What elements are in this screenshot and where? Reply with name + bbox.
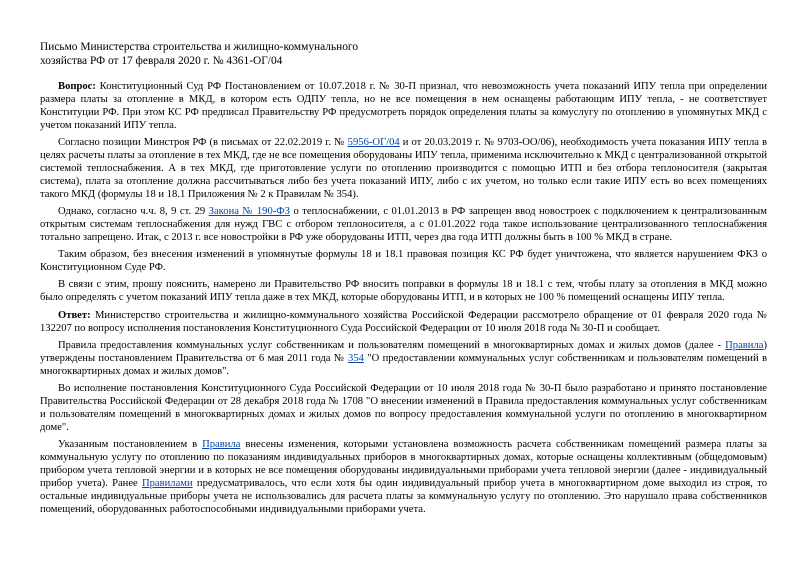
answer-paragraph-4: [40, 438, 767, 516]
document-body: [40, 80, 767, 520]
question-paragraph-2: [40, 136, 767, 201]
answer-text-2c: "О предоставлении коммунальных услуг собственникам и пользователям помещений в многоквартирных домах и жилых домов".: [40, 353, 767, 377]
question-paragraph-1: [40, 80, 767, 132]
link-rules-3[interactable]: Правилами: [141, 478, 193, 489]
question-paragraph-4: Таким образом, без внесения изменений в упомянутые формулы 18 и 18.1 правовая позиция КС РФ будет уничтожена, что является нарушением ФКЗ о Конституционном Суде РФ.: [40, 249, 767, 273]
question-label: Вопрос:: [58, 81, 96, 92]
answer-paragraph-3: Во исполнение постановления Конституционного Суда Российской Федерации от 10 июля 2018 года № 30-П было разработано и принято постановление Правительства Российской Федерации от 28 декабря 2018 года № 1708 "О внесении изменений в Правила предоставления коммунальных услуг собственникам и пользователям помещений в многоквартирных домах и жилых домов по вопросу предоставления коммунальной услуги по отоплению в многоквартирном доме".: [40, 383, 767, 433]
document-header: [40, 40, 358, 68]
header-line-1: Письмо Министерства строительства и жилищно-коммунального: [40, 41, 359, 53]
answer-text-4c: предусматривалось, что если хотя бы один индивидуальный прибор учета в многоквартирном доме выходил из строя, то остальные индивидуальные приборы учета не использовались для расчета платы за коммунальную услугу по отоплению. Это нарушало права собственников помещений, оборудованных работоспособными индивидуальными приборами учета.: [40, 478, 767, 515]
question-paragraph-5: В связи с этим, прошу пояснить, намерено ли Правительство РФ вносить поправки в формулы 18 и 18.1 с тем, чтобы плату за отопления в МКД можно было определять с учетом показаний ИПУ тепла даже в тех МКД, которые оборудованы ИТП, и в которых не 100 % помещений оснащены ИПУ тепла.: [40, 279, 767, 303]
question-text-3b: о теплоснабжении, с 01.01.2013 в РФ запрещен ввод новостроек с подключением к централизованным открытым системам теплоснабжения для нужд ГВС с отбором теплоносителя, а с 01.01.2022 года такое использование централизованного теплоснабжения тотально запрещено. Итак, с 2013 г. все новостройки в РФ уже оборудованы ИТП, через два года ИТП должны быть в 100 % МКД в стране.: [40, 206, 767, 243]
link-resolution-354[interactable]: 354: [348, 353, 364, 364]
answer-label: Ответ:: [58, 310, 91, 321]
question-paragraph-3: [40, 205, 767, 244]
question-text-3a: Однако, согласно ч.ч. 8, 9 ст. 29: [58, 206, 209, 217]
question-text-1: Конституционный Суд РФ Постановлением от 10.07.2018 г. № 30-П признал, что невозможность учета показаний ИПУ тепла при определении размера платы за отопление в МКД, в котором есть ОДПУ тепла, но не все помещения в нем оснащены работающим ИПУ тепла, - не соответствует Конституции РФ. При этом КС РФ предписал Правительству РФ предусмотреть порядок определения платы за комуслугу по отоплению в упомянутых МКД с учетом показаний ИПУ тепла.: [40, 81, 767, 131]
answer-paragraph-1: [40, 309, 767, 335]
link-letter-5956[interactable]: 5956-ОГ/04: [347, 137, 400, 148]
answer-text-4b: внесены изменения, которыми установлена возможность расчета собственникам помещений размера платы за коммунальную услугу по отоплению по показаниям индивидуальных приборов в многоквартирных домах, которые оснащены коллективным (общедомовым) прибором учета тепловой энергии и в которых не все помещения оборудованы индивидуальными приборами учета тепловой энергии (далее - индивидуальный прибор учета). Ранее: [40, 439, 767, 489]
link-law-190fz[interactable]: Закона № 190-ФЗ: [208, 206, 290, 217]
answer-text-4a: Указанным постановлением в: [58, 439, 203, 450]
question-text-2a: Согласно позиции Минстроя РФ (в письмах от 22.02.2019 г. №: [58, 137, 348, 148]
answer-text-2b: ) утверждены постановлением Правительства от 6 мая 2011 года №: [40, 340, 767, 364]
question-text-2b: и от 20.03.2019 г. № 9703-ОО/06), необходимость учета показания ИПУ тепла в целях расчеты платы за отопление в тех МКД, где не все помещения оборудованы ИПУ тепла, применима исключительно к МКД с централизованной открытой системой теплоснабжения. А в тех МКД, где приготовление услуги по отоплению производится с помощью ИТП и без отбора теплоносителя (закрытая система), плата за отопление должна рассчитываться либо без учета показаний ИПУ, либо с их учетом, но только если такие ИПУ есть во всех помещениях такого МКД (формулы 18 и 18.1 Приложения № 2 к Правилам № 354).: [40, 137, 767, 200]
header-line-2: хозяйства РФ от 17 февраля 2020 г. № 4361-ОГ/04: [40, 55, 283, 67]
answer-paragraph-2: [40, 339, 767, 378]
link-rules-2[interactable]: Правила: [202, 439, 241, 450]
answer-text-1: Министерство строительства и жилищно-коммунального хозяйства Российской Федерации рассмотрело обращение от 01 февраля 2020 года № 132207 по вопросу исполнения постановления Конституционного Суда Российской Федерации от 10 июля 2018 года № 30-П и сообщает.: [40, 310, 767, 334]
answer-text-2a: Правила предоставления коммунальных услуг собственникам и пользователям помещений в многоквартирных домах и жилых домов (далее -: [58, 340, 726, 351]
link-rules[interactable]: Правила: [725, 340, 764, 351]
